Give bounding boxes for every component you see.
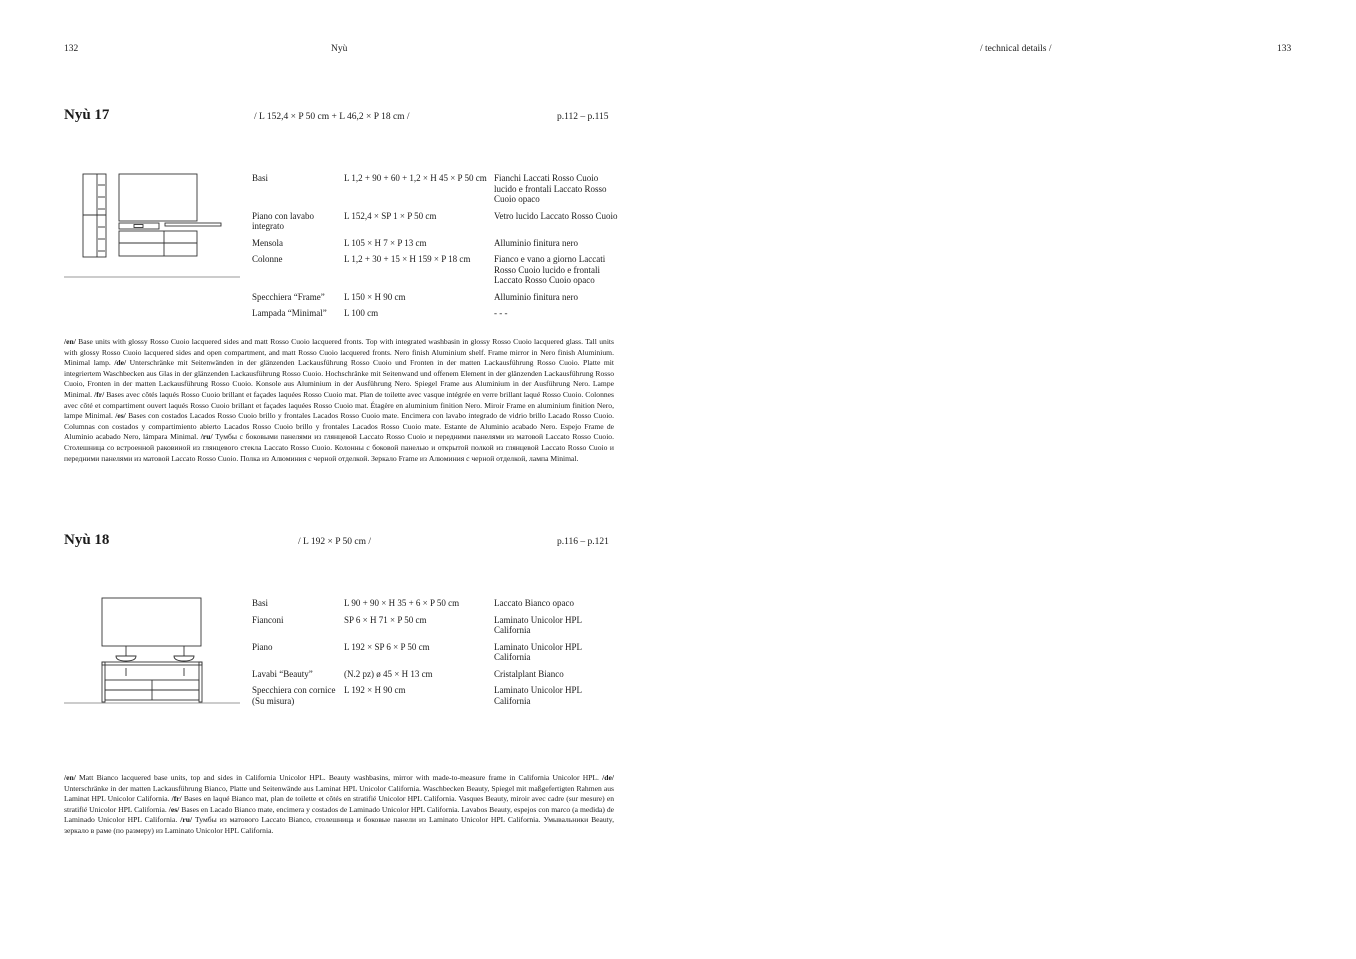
table-row xyxy=(252,254,619,292)
multilingual-description xyxy=(64,773,614,837)
table-row xyxy=(252,308,619,325)
left-page-number: 132 xyxy=(64,44,79,54)
spec-size: L 1,2 + 30 + 15 × H 159 × P 18 cm xyxy=(344,254,471,264)
lang-tag: /es/ xyxy=(115,411,126,421)
lang-tag: /ru/ xyxy=(180,815,193,825)
lang-tag: /de/ xyxy=(602,773,614,782)
spec-table xyxy=(252,598,619,712)
lang-tag: /en/ xyxy=(64,337,76,346)
spec-finish: Laminato Unicolor HPL California xyxy=(494,641,582,662)
table-row xyxy=(252,173,619,211)
lang-tag: /fr/ xyxy=(171,794,182,804)
spec-size: SP 6 × H 71 × P 50 cm xyxy=(344,614,427,625)
description-text: Bases en laqué Bianco mat, plan de toilette et côtés en stratifié Unicolor HPL California. Vasques Beauty, miroir avec cadre (sur mesure) en stratifié Unicolor HPL California. xyxy=(64,794,614,814)
spec-finish: Fianco e vano a giorno Laccati Rosso Cuoio lucido e frontali Laccato Rosso Cuoio opaco xyxy=(494,254,606,285)
table-row xyxy=(252,669,619,686)
multilingual-description xyxy=(64,337,614,464)
spec-size: (N.2 pz) ø 45 × H 13 cm xyxy=(344,668,433,679)
spec-name: Specchiera con cornice (Su misura) xyxy=(252,685,336,706)
description-text: Тумбы с боковыми панелями из глянцевой Laccato Rosso Cuoio и передними панелями из матовой Laccato Rosso Cuoio. Столешница со встроенной раковиной из глянцевого стекла Laccato Rosso Cuoio. Колонны с боковой панелью и открытой полкой из глянцевой Laccato Rosso Cuoio и передними панелями из матовой Laccato Rosso Cuoio. Полка из Алюминия с черной отделкой. Зеркало Frame из Алюминия с черной отделкой, лампа Minimal. xyxy=(64,432,614,463)
spec-name: Basi xyxy=(252,598,269,608)
spec-size: L 1,2 + 90 + 60 + 1,2 × H 45 × P 50 cm xyxy=(344,173,487,183)
description-text: Bases con costados Lacados Rosso Cuoio brillo y frontales Lacados Rosso Cuoio mate. Encimera con lavabo integrado de vidrio brillo Lacado Rosso Cuoio. Columnas con costados y compartimiento abierto Lacados Rosso Cuoio brillo y frontales Lacados Rosso Cuoio mate. Estante de Aluminio acabado Nero. Espejo Frame de Aluminio acabado Nero, lámpara Minimal. xyxy=(64,411,614,442)
lang-tag: /de/ xyxy=(114,358,127,368)
lang-tag: /en/ xyxy=(64,773,76,782)
spec-finish: - - - xyxy=(494,308,508,318)
lang-tag: /ru/ xyxy=(200,432,213,442)
table-row xyxy=(252,238,619,255)
spec-name: Colonne xyxy=(252,254,283,264)
spec-size: L 152,4 × SP 1 × P 50 cm xyxy=(344,210,437,221)
right-page-number: 133 xyxy=(1277,44,1292,54)
spec-name: Lampada “Minimal” xyxy=(252,308,327,318)
page-reference: p.112 – p.115 xyxy=(557,112,609,122)
table-row xyxy=(252,615,619,642)
description-text: Base units with glossy Rosso Cuoio lacquered sides and matt Rosso Cuoio lacquered fronts. Top with integrated washbasin in glossy Rosso Cuoio lacquered glass. Tall units with glossy Rosso Cuoio lacquered sides and open compartment, and matt Rosso Cuoio lacquered fronts. Nero finish Aluminium shelf. Frame mirror in Nero finish Aluminium. Minimal lamp. xyxy=(64,337,614,368)
spec-finish: Laminato Unicolor HPL California xyxy=(494,614,582,635)
spec-finish: Vetro lucido Laccato Rosso Cuoio xyxy=(494,210,618,221)
table-row xyxy=(252,685,619,712)
table-row xyxy=(252,642,619,669)
spec-name: Piano xyxy=(252,641,273,652)
brand-name: Nyù xyxy=(331,44,348,54)
spec-size: L 90 + 90 × H 35 + 6 × P 50 cm xyxy=(344,598,460,608)
spec-size: L 192 × H 90 cm xyxy=(344,685,406,695)
spec-finish: Alluminio finitura nero xyxy=(494,291,578,302)
spec-finish: Fianchi Laccati Rosso Cuoio lucido e frontali Laccato Rosso Cuoio opaco xyxy=(494,173,607,204)
spec-finish: Alluminio finitura nero xyxy=(494,237,578,248)
table-row xyxy=(252,211,619,238)
spec-name: Basi xyxy=(252,173,269,183)
composition-dimensions: / L 192 × P 50 cm / xyxy=(298,537,371,547)
nyu-17-line-drawing xyxy=(64,165,240,280)
description-text: Unterschränke mit Seitenwänden in der glänzenden Lackausführung Rosso Cuoio und Fronten in der matten Lackausführung Rosso Cuoio. Platte mit integriertem Waschbecken aus Glas in der glänzenden Lackausführung Rosso Cuoio. Hochschränke mit Seitenwand und offenem Element in der glänzenden Lackausführung Rosso Cuoio, Fronten in der matten Lackausführung Rosso Cuoio. Konsole aus Aluminium in der Ausführung Nero. Spiegel Frame aus Aluminium in der Ausführung Nero. Lampe Minimal. xyxy=(64,358,614,399)
spec-size: L 105 × H 7 × P 13 cm xyxy=(344,237,427,248)
composition-title: Nyù 18 xyxy=(64,532,110,548)
description-text: Тумбы из матового Laccato Bianco, столешница и боковые панели из Laminato Unicolor HPL California. Умывальники Beauty, зеркало в раме (по размеру) из Laminato Unicolor HPL California. xyxy=(64,815,614,835)
page-reference: p.116 – p.121 xyxy=(557,537,609,547)
spec-table xyxy=(252,173,619,325)
description-text: Bases en Lacado Bianco mate, encimera y costados de Laminado Unicolor HPL California. Lavabos Beauty, espejos con marco (a medida) de Laminado Unicolor HPL California. xyxy=(64,804,615,825)
spec-finish: Laminato Unicolor HPL California xyxy=(494,685,582,706)
spec-name: Mensola xyxy=(252,237,283,248)
spec-name: Specchiera “Frame” xyxy=(252,291,325,302)
spec-size: L 150 × H 90 cm xyxy=(344,291,406,302)
description-text: Unterschränke in der matten Lackausführung Bianco, Platte und Seitenwände aus Laminat HPL Unicolor California. Waschbecken Beauty, Spiegel mit maßgefertigten Rahmen aus Laminat HPL Unicolor California. xyxy=(64,783,614,804)
spec-size: L 100 cm xyxy=(344,308,379,318)
spec-name: Lavabi “Beauty” xyxy=(252,668,313,679)
spec-name: Piano con lavabo integrato xyxy=(252,210,314,231)
composition-title: Nyù 17 xyxy=(64,107,110,123)
spec-name: Fianconi xyxy=(252,614,284,625)
nyu-18-line-drawing xyxy=(64,590,240,706)
lang-tag: /fr/ xyxy=(94,389,105,399)
composition-dimensions: / L 152,4 × P 50 cm + L 46,2 × P 18 cm / xyxy=(254,112,410,122)
table-row xyxy=(252,292,619,309)
table-row xyxy=(252,598,619,615)
lang-tag: /es/ xyxy=(168,804,180,814)
section-label: / technical details / xyxy=(980,44,1052,54)
spec-finish: Cristalplant Bianco xyxy=(494,668,564,679)
description-text: Bases avec côtés laqués Rosso Cuoio brillant et façades laquées Rosso Cuoio mat. Plan de toilette avec vasque intégrée en verre brillant laqué Rosso Cuoio. Colonnes avec côté et compartiment ouvert laqués Rosso Cuoio brillant et façades laquées Rosso Cuoio mat. Étagère en aluminium finition Nero. Miroir Frame en aluminium finition Nero, lampe Minimal. xyxy=(64,389,614,421)
spec-finish: Laccato Bianco opaco xyxy=(494,598,574,608)
spec-size: L 192 × SP 6 × P 50 cm xyxy=(344,641,430,652)
description-text: Matt Bianco lacquered base units, top and sides in California Unicolor HPL. Beauty washbasins, mirror with made-to-measure frame in California Unicolor HPL. xyxy=(75,773,603,782)
